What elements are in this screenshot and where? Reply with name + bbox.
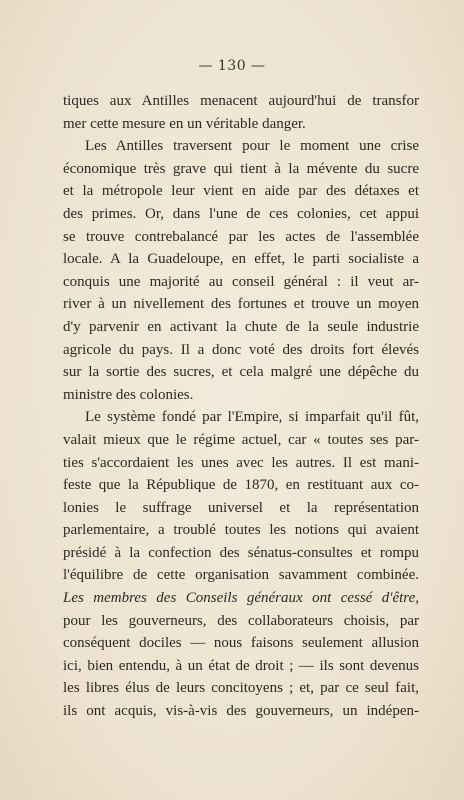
text-line: les libres élus de leurs concitoyens ; et, par ce seul fait, bbox=[63, 680, 419, 697]
text-line: river à un nivellement des fortunes et trouve un moyen bbox=[63, 296, 419, 313]
text-line: sur la sortie des sucres, et cela malgré une dépêche du bbox=[63, 364, 419, 381]
text-line: conquis une majorité au conseil général : il veut ar- bbox=[63, 273, 419, 290]
paragraph-start-line: Les Antilles traversent pour le moment une crise bbox=[85, 138, 419, 155]
body-text bbox=[63, 90, 419, 723]
text-line: mer cette mesure en un véritable danger. bbox=[63, 115, 306, 132]
text-line: pour les gouverneurs, des collaborateurs choisis, par bbox=[63, 612, 419, 629]
italic-text-line bbox=[63, 587, 419, 610]
text-line: ministre des colonies. bbox=[63, 386, 194, 403]
text-line: conséquent dociles — nous faisons seulement allusion bbox=[63, 635, 419, 652]
text-line: d'y parvenir en activant la chute de la seule industrie bbox=[63, 318, 419, 335]
page-number: — 130 — bbox=[198, 58, 266, 74]
text-line: tiques aux Antilles menacent aujourd'hui de transfor bbox=[63, 93, 419, 109]
text-line: parlementaire, a troublé toutes les notions qui avaient bbox=[63, 522, 419, 539]
text-line: et la métropole leur vient en aide par des détaxes et bbox=[63, 183, 419, 200]
text-line: économique très grave qui tient à la mévente du sucre bbox=[63, 160, 419, 177]
text-line: des primes. Or, dans l'une de ces colonies, cet appui bbox=[63, 205, 419, 222]
text-line: ties s'accordaient les unes avec les autres. Il est mani- bbox=[63, 454, 419, 471]
text-line: agricole du pays. Il a donc voté des droits fort élevés bbox=[63, 341, 419, 358]
text-line: locale. A la Guadeloupe, en effet, le parti socialiste a bbox=[63, 251, 419, 268]
text-line: ici, bien entendu, à un état de droit ; — ils sont devenus bbox=[63, 657, 419, 674]
text-line: valait mieux que le régime actuel, car « toutes ses par- bbox=[63, 431, 419, 448]
text-line: feste que la République de 1870, en restituant aux co- bbox=[63, 477, 419, 494]
italic-phrase: Les membres des Conseils généraux ont cessé d'être, bbox=[63, 590, 419, 607]
text-line: présidé à la confection des sénatus-consultes et rompu bbox=[63, 544, 419, 561]
text-line: lonies le suffrage universel et la représentation bbox=[63, 499, 419, 516]
text-line: l'équilibre de cette organisation savamment combinée. bbox=[63, 567, 419, 584]
text-line: se trouve contrebalancé par les actes de l'assemblée bbox=[63, 228, 419, 245]
text-line: ils ont acquis, vis-à-vis des gouverneurs, un indépen- bbox=[63, 703, 419, 720]
paragraph-start-line: Le système fondé par l'Empire, si imparfait qu'il fût, bbox=[85, 409, 419, 426]
